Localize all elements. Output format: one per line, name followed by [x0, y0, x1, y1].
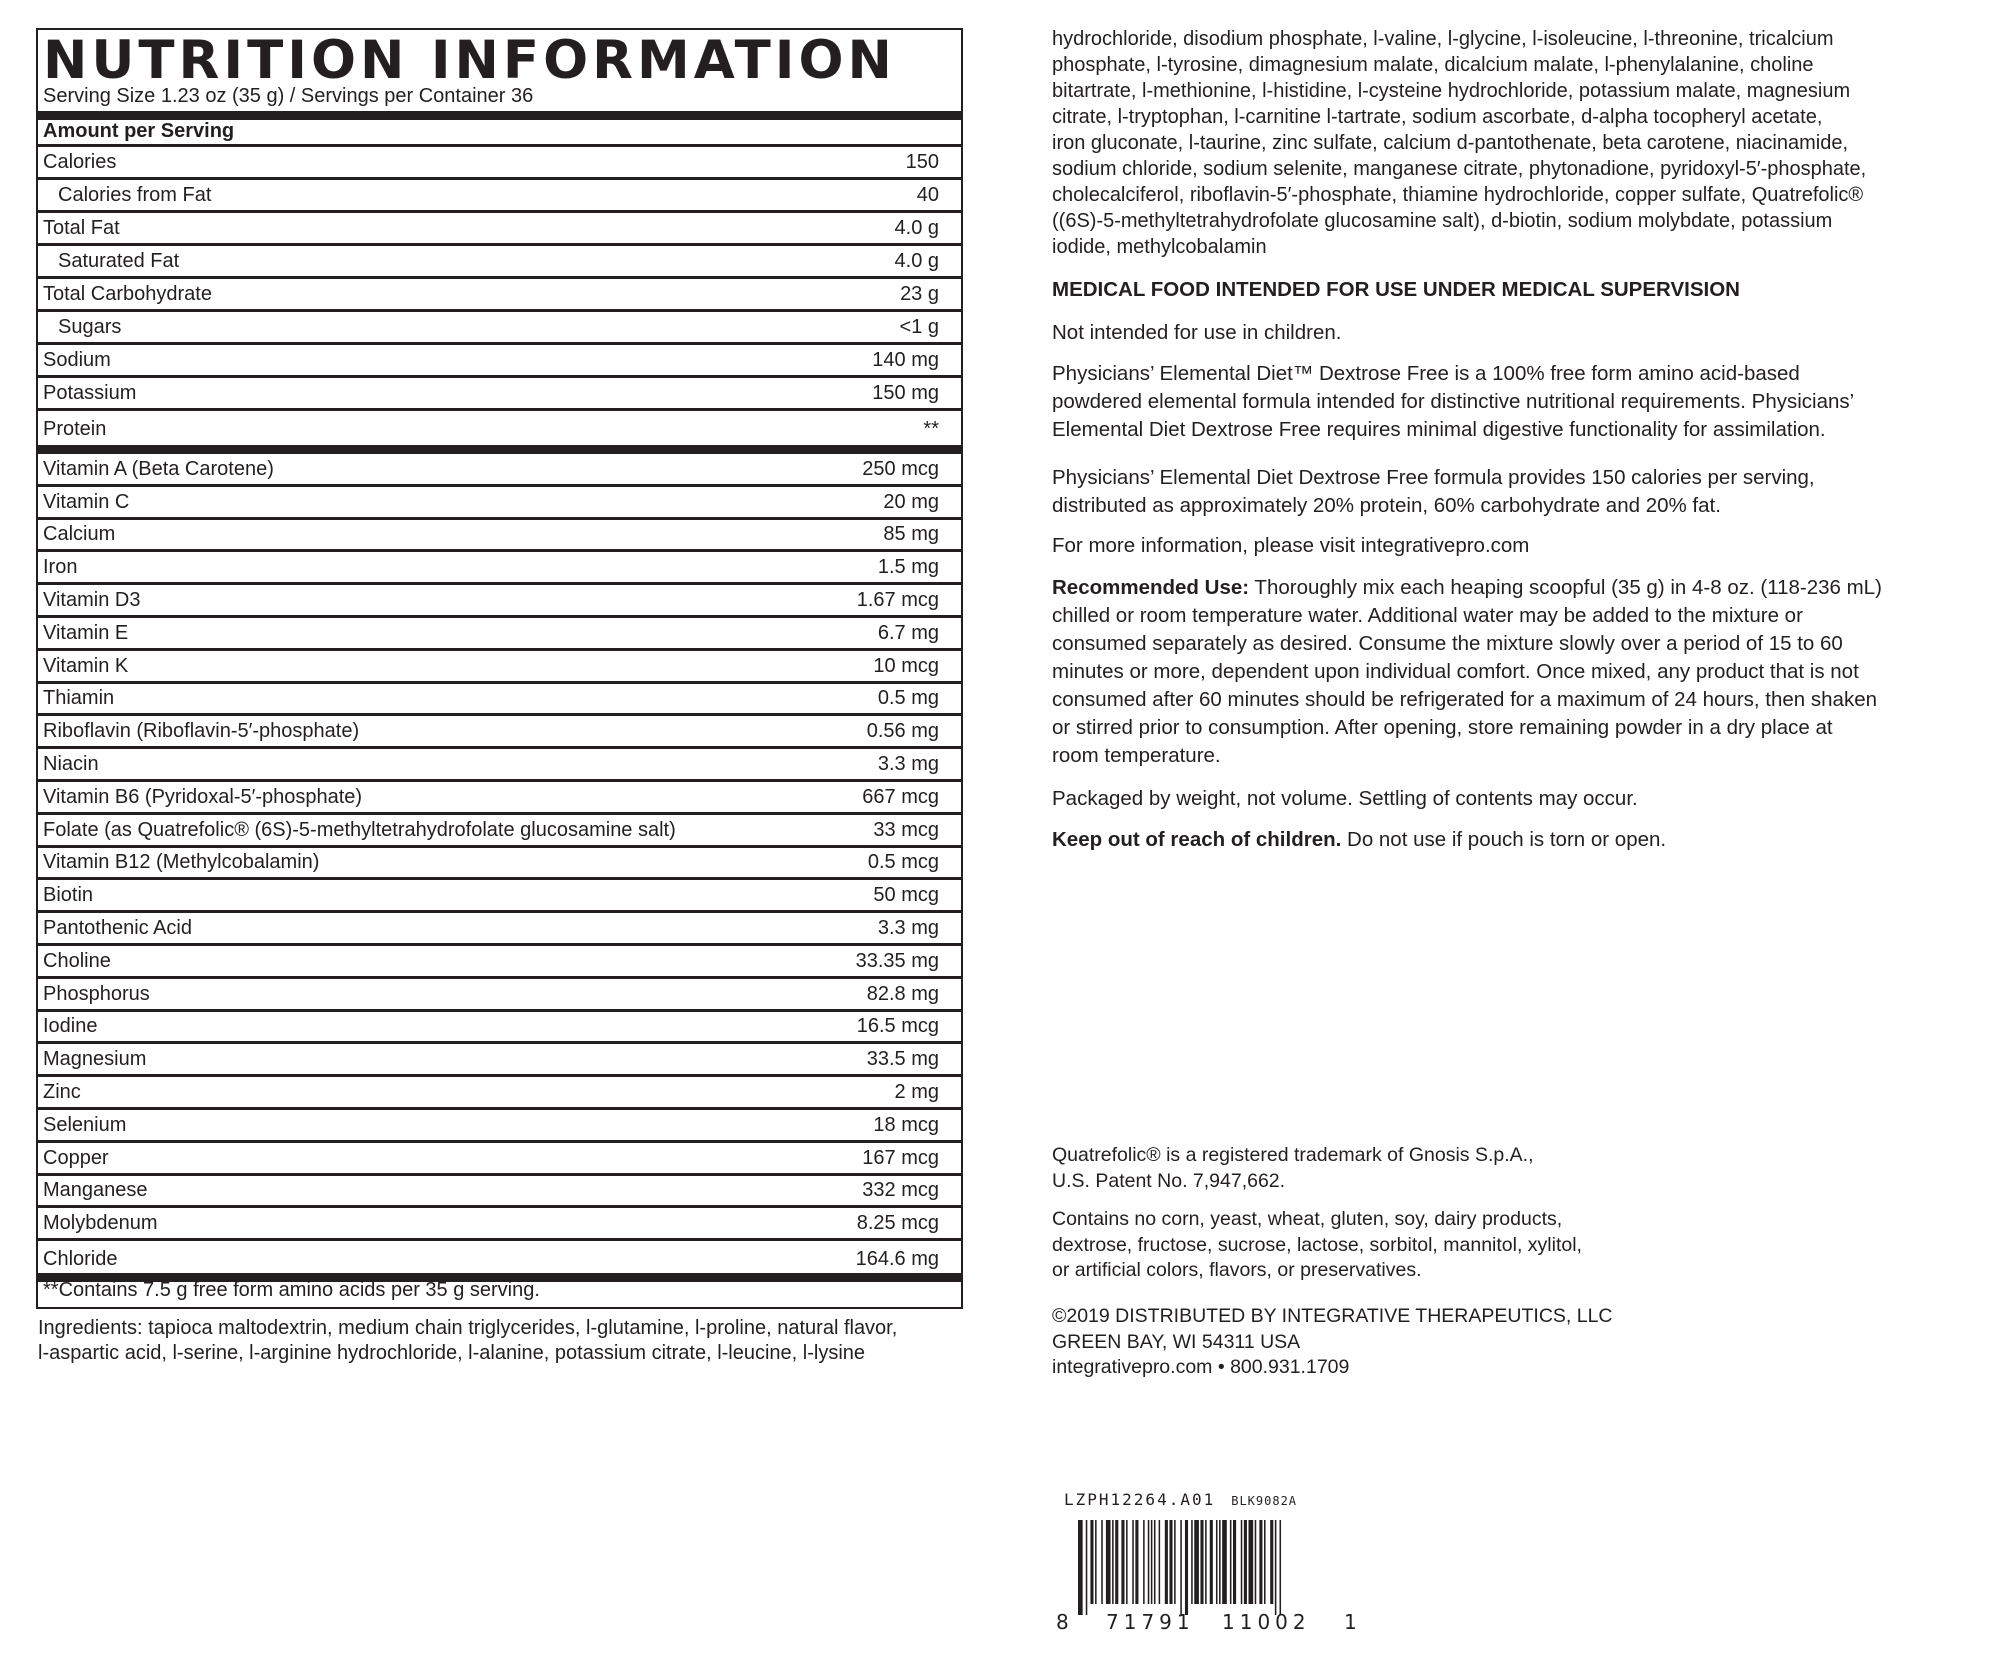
nutrient-amount: 0.5 mg: [877, 687, 939, 710]
nutrient-row: [38, 1241, 961, 1274]
ingredients-line: phosphate, l-tyrosine, dimagnesium malate, dicalcium malate, l-phenylalanine, choline: [1052, 54, 1814, 76]
footnote: **Contains 7.5 g free form amino acids per 35 g serving.: [43, 1279, 540, 1301]
barcode-bar: [1154, 1520, 1156, 1604]
recommended-label: Recommended Use:: [1052, 576, 1250, 599]
formula-line: distributed as approximately 20% protein, 60% carbohydrate and 20% fat.: [1052, 494, 1721, 517]
barcode-bar: [1233, 1520, 1236, 1604]
nutrient-name: Thiamin: [43, 687, 115, 710]
nutrient-amount: 6.7 mg: [877, 621, 939, 644]
description-line: Elemental Diet Dextrose Free requires minimal digestive functionality for assimilation.: [1052, 418, 1826, 441]
barcode-bar: [1180, 1520, 1182, 1615]
ingredients-line: l-aspartic acid, l-serine, l-arginine hydrochloride, l-alanine, potassium citrate, l-leucine, l-lysine: [38, 1342, 866, 1364]
nutrient-name: Riboflavin (Riboflavin-5′-phosphate): [43, 720, 360, 743]
recommended-line: room temperature.: [1052, 744, 1221, 767]
packaged-note: Packaged by weight, not volume. Settling of contents may occur.: [1052, 787, 1638, 810]
recommended-line: [1052, 574, 1882, 602]
nutrient-name: Sodium: [43, 349, 111, 371]
nutrient-name: Phosphorus: [43, 982, 150, 1005]
nutrient-amount: 40: [916, 184, 939, 206]
barcode-bar: [1126, 1520, 1128, 1604]
nutrient-amount: 3.3 mg: [877, 916, 939, 939]
nutrient-row: [38, 1044, 961, 1077]
formula-info: [1052, 464, 1882, 520]
nutrient-amount: 1.67 mcg: [856, 588, 939, 611]
distributor-line: GREEN BAY, WI 54311 USA: [1052, 1330, 1301, 1353]
trademark-note: [1052, 1143, 1652, 1194]
ingredients-line: bitartrate, l-methionine, l-histidine, l-cysteine hydrochloride, potassium malate, magnesium: [1052, 80, 1851, 102]
barcode-bar: [1259, 1520, 1262, 1604]
nutrient-name: Vitamin A (Beta Carotene): [43, 457, 274, 480]
nutrient-amount: 33.35 mg: [855, 949, 939, 972]
barcode-digits: 71791: [1106, 1610, 1195, 1634]
nutrient-name: Iron: [43, 556, 78, 579]
nutrient-row: [38, 716, 961, 749]
nutrient-row: [38, 487, 961, 520]
description-line: Physicians’ Elemental Diet™ Dextrose Free is a 100% free form amino acid-based: [1052, 362, 1800, 385]
barcode-bar: [1194, 1520, 1199, 1604]
nutrient-name: Calories: [43, 151, 117, 173]
nutrient-amount: 20 mg: [883, 490, 939, 513]
barcode-bar: [1165, 1520, 1168, 1604]
barcode-bar: [1275, 1520, 1277, 1615]
barcode-bar: [1219, 1520, 1221, 1604]
medical-food-heading: MEDICAL FOOD INTENDED FOR USE UNDER MEDICAL SUPERVISION: [1052, 278, 1740, 301]
nutrient-row: [38, 378, 961, 411]
barcode-bar: [1143, 1520, 1145, 1604]
ingredients-line: iodide, methylcobalamin: [1052, 236, 1267, 258]
nutrient-row: [38, 946, 961, 979]
barcode-bar: [1159, 1520, 1161, 1604]
nutrient-amount: 33 mcg: [873, 818, 939, 841]
allergen-line: dextrose, fructose, sucrose, lactose, sorbitol, mannitol, xylitol,: [1052, 1233, 1582, 1256]
nutrient-row: [38, 1110, 961, 1143]
keep-out-label: Keep out of reach of children.: [1052, 828, 1342, 851]
allergen-note: [1052, 1207, 1652, 1284]
barcode-bar: [1151, 1520, 1153, 1604]
product-description: [1052, 360, 1882, 444]
barcode-bar: [1132, 1520, 1134, 1604]
nutrient-name: Niacin: [43, 752, 99, 775]
barcode-bar: [1086, 1520, 1088, 1615]
barcode-digit: 1: [1344, 1610, 1357, 1634]
nutrient-name: Sugars: [58, 316, 122, 338]
barcode-bar: [1169, 1520, 1172, 1604]
barcode-bar: [1222, 1520, 1227, 1604]
nutrient-name: Choline: [43, 949, 111, 972]
barcode-bar: [1115, 1520, 1118, 1604]
barcode-bar: [1255, 1520, 1257, 1604]
nutrient-row: [38, 1143, 961, 1176]
divider-thick: [38, 445, 961, 454]
recommended-text: Thoroughly mix each heaping scoopful (35 g) in 4-8 oz. (118-236 mL): [1249, 576, 1882, 599]
barcode-bar: [1135, 1520, 1138, 1604]
lot-number: LZPH12264.A01: [1064, 1490, 1216, 1509]
trademark-line: U.S. Patent No. 7,947,662.: [1052, 1169, 1286, 1192]
nutrient-row: [38, 815, 961, 848]
nutrient-amount: 3.3 mg: [877, 752, 939, 775]
recommended-line: or stirred prior to consumption. After opening, store remaining powder in a dry place at: [1052, 716, 1833, 739]
nutrient-amount: 50 mcg: [873, 884, 939, 907]
allergen-line: Contains no corn, yeast, wheat, gluten, soy, dairy products,: [1052, 1208, 1563, 1230]
barcode-bar: [1174, 1520, 1176, 1604]
nutrient-row: [38, 345, 961, 378]
nutrient-row: [38, 312, 961, 345]
nutrient-row: [38, 782, 961, 815]
nutrition-title: NUTRITION INFORMATION: [43, 30, 896, 91]
nutrient-row: [38, 1208, 961, 1241]
nutrient-amount: 8.25 mcg: [856, 1212, 939, 1235]
ingredients-line: citrate, l-tryptophan, l-carnitine l-tartrate, sodium ascorbate, d-alpha tocopheryl acetate,: [1052, 106, 1823, 128]
barcode-digit: 8: [1056, 1610, 1069, 1634]
barcode-bar: [1249, 1520, 1254, 1604]
description-line: powdered elemental formula intended for distinctive nutritional requirements. Physicians’: [1052, 390, 1855, 413]
recommended-line: minutes or more, dependent upon individual comfort. Once mixed, any product that is not: [1052, 660, 1859, 683]
nutrient-amount: 18 mcg: [873, 1113, 939, 1136]
ingredients-line: sodium chloride, sodium selenite, manganese citrate, phytonadione, pyridoxyl-5′-phosphate,: [1052, 158, 1867, 180]
nutrient-row: [38, 454, 961, 487]
nutrient-name: Vitamin B12 (Methylcobalamin): [43, 851, 320, 874]
nutrient-name: Total Fat: [43, 217, 120, 239]
barcode-bar: [1264, 1520, 1266, 1604]
ingredients-line: ((6S)-5-methyltetrahydrofolate glucosamine salt), d-biotin, sodium molybdate, potassium: [1052, 210, 1833, 232]
barcode-bar: [1241, 1520, 1243, 1604]
nutrient-amount: 0.5 mcg: [867, 851, 939, 874]
nutrient-amount: <1 g: [899, 316, 939, 338]
recommended-line: consumed after 60 minutes should be refrigerated for a maximum of 24 hours, then shaken: [1052, 688, 1878, 711]
nutrient-name: Vitamin C: [43, 490, 130, 513]
nutrient-name: Chloride: [43, 1247, 118, 1270]
nutrient-name: Iodine: [43, 1015, 98, 1038]
nutrient-amount: 0.56 mg: [866, 720, 939, 743]
nutrient-row: [38, 147, 961, 180]
barcode-bar: [1230, 1520, 1232, 1604]
nutrient-amount: 332 mcg: [862, 1179, 939, 1202]
barcode-bar: [1148, 1520, 1150, 1604]
nutrient-amount: 667 mcg: [862, 785, 939, 808]
nutrient-name: Protein: [43, 418, 107, 440]
nutrient-amount: 4.0 g: [894, 217, 939, 239]
recommended-line: chilled or room temperature water. Additional water may be added to the mixture or: [1052, 604, 1803, 627]
distributor-line: ©2019 DISTRIBUTED BY INTEGRATIVE THERAPEUTICS, LLC: [1052, 1305, 1613, 1327]
recommended-line: consumed separately as desired. Consume the mixture slowly over a period of 15 to 60: [1052, 632, 1843, 655]
barcode: [1078, 1520, 1330, 1615]
nutrient-name: Vitamin D3: [43, 588, 141, 611]
serving-size: Serving Size 1.23 oz (35 g) / Servings per Container 36: [43, 85, 534, 107]
lot-code: [1064, 1490, 1297, 1509]
ingredients-line: Ingredients: tapioca maltodextrin, medium chain triglycerides, l-glutamine, l-proline, natural flavor,: [38, 1317, 898, 1339]
nutrient-amount: 16.5 mcg: [856, 1015, 939, 1038]
nutrient-row: [38, 585, 961, 618]
nutrient-row: [38, 1176, 961, 1209]
nutrient-name: Vitamin K: [43, 654, 129, 677]
barcode-bar: [1216, 1520, 1218, 1604]
nutrient-name: Magnesium: [43, 1048, 147, 1071]
nutrient-amount: 140 mg: [872, 349, 939, 371]
ingredients-line: cholecalciferol, riboflavin-5′-phosphate, thiamine hydrochloride, copper sulfate, Quatrefolic®: [1052, 184, 1864, 206]
nutrient-row: [38, 684, 961, 717]
nutrient-name: Manganese: [43, 1179, 148, 1202]
nutrient-row: [38, 552, 961, 585]
nutrient-name: Vitamin E: [43, 621, 129, 644]
ingredients-line: iron gluconate, l-taurine, zinc sulfate, calcium d-pantothenate, beta carotene, niacinamide,: [1052, 132, 1849, 154]
barcode-bar: [1101, 1520, 1103, 1604]
nutrient-amount: 167 mcg: [862, 1146, 939, 1169]
barcode-digits: 11002: [1222, 1610, 1311, 1634]
formula-line: Physicians’ Elemental Diet Dextrose Free formula provides 150 calories per serving,: [1052, 466, 1815, 489]
nutrient-row: [38, 279, 961, 312]
nutrient-amount: 23 g: [900, 283, 939, 305]
barcode-bar: [1244, 1520, 1247, 1604]
ingredients-line: hydrochloride, disodium phosphate, l-valine, l-glycine, l-isoleucine, l-threonine, tricalcium: [1052, 28, 1834, 50]
nutrient-amount: **: [923, 418, 939, 440]
barcode-bar: [1185, 1520, 1188, 1615]
nutrient-amount: 2 mg: [894, 1080, 939, 1103]
nutrient-name: Total Carbohydrate: [43, 283, 212, 305]
not-for-children: Not intended for use in children.: [1052, 321, 1342, 344]
nutrient-row: [38, 880, 961, 913]
barcode-bar: [1210, 1520, 1213, 1604]
barcode-bar: [1106, 1520, 1111, 1604]
nutrient-row: [38, 651, 961, 684]
nutrient-row: [38, 618, 961, 651]
barcode-bar: [1112, 1520, 1114, 1604]
nutrient-row: [38, 749, 961, 782]
nutrient-row: [38, 1012, 961, 1045]
barcode-bar: [1280, 1520, 1282, 1615]
more-info: For more information, please visit integrativepro.com: [1052, 534, 1530, 557]
nutrient-row: [38, 411, 961, 444]
distributor-line: integrativepro.com • 800.931.1709: [1052, 1356, 1350, 1378]
barcode-bar: [1191, 1520, 1193, 1604]
nutrient-amount: 250 mcg: [862, 457, 939, 480]
nutrient-name: Pantothenic Acid: [43, 916, 192, 939]
keep-out-text: Do not use if pouch is torn or open.: [1341, 828, 1667, 851]
nutrient-amount: 150 mg: [872, 382, 939, 404]
nutrient-name: Copper: [43, 1146, 109, 1169]
nutrient-name: Saturated Fat: [58, 250, 180, 272]
blk-code: BLK9082A: [1231, 1494, 1298, 1508]
nutrient-name: Zinc: [43, 1080, 81, 1103]
nutrient-amount: 82.8 mg: [866, 982, 939, 1005]
nutrient-amount: 1.5 mg: [877, 556, 939, 579]
nutrient-amount: 150: [905, 151, 939, 173]
nutrient-name: Calcium: [43, 523, 116, 546]
recommended-use: [1052, 574, 1882, 770]
nutrient-name: Selenium: [43, 1113, 127, 1136]
nutrient-name: Calories from Fat: [58, 184, 212, 206]
barcode-bar: [1270, 1520, 1273, 1604]
nutrient-row: [38, 1077, 961, 1110]
nutrient-amount: 85 mg: [883, 523, 939, 546]
nutrition-panel: [36, 28, 963, 1309]
nutrient-name: Molybdenum: [43, 1212, 158, 1235]
nutrient-name: Biotin: [43, 884, 94, 907]
nutrient-row: [38, 520, 961, 553]
nutrient-row: [38, 213, 961, 246]
nutrient-row: [38, 246, 961, 279]
distributor-info: [1052, 1304, 1652, 1381]
nutrient-row: [38, 979, 961, 1012]
ingredients-continued: [1052, 26, 1882, 260]
nutrient-amount: 33.5 mg: [866, 1048, 939, 1071]
barcode-bar: [1200, 1520, 1203, 1604]
amount-per-serving: Amount per Serving: [43, 120, 235, 142]
barcode-bar: [1121, 1520, 1124, 1604]
barcode-bar: [1090, 1520, 1093, 1604]
keep-out-warning: [1052, 826, 1882, 854]
nutrient-name: Vitamin B6 (Pyridoxal-5′-phosphate): [43, 785, 363, 808]
nutrient-amount: 4.0 g: [894, 250, 939, 272]
nutrient-amount: 10 mcg: [873, 654, 939, 677]
ingredients: [38, 1316, 938, 1366]
barcode-bar: [1095, 1520, 1097, 1604]
trademark-line: Quatrefolic® is a registered trademark of Gnosis S.p.A.,: [1052, 1144, 1534, 1166]
nutrient-amount: 164.6 mg: [855, 1247, 939, 1270]
allergen-line: or artificial colors, flavors, or preservatives.: [1052, 1259, 1422, 1281]
nutrient-row: [38, 913, 961, 946]
nutrient-row: [38, 180, 961, 213]
barcode-bar: [1078, 1520, 1083, 1615]
nutrient-name: Potassium: [43, 382, 137, 404]
barcode-bar: [1205, 1520, 1207, 1604]
nutrient-name: Folate (as Quatrefolic® (6S)-5-methyltetrahydrofolate glucosamine salt): [43, 818, 676, 841]
nutrient-row: [38, 848, 961, 881]
